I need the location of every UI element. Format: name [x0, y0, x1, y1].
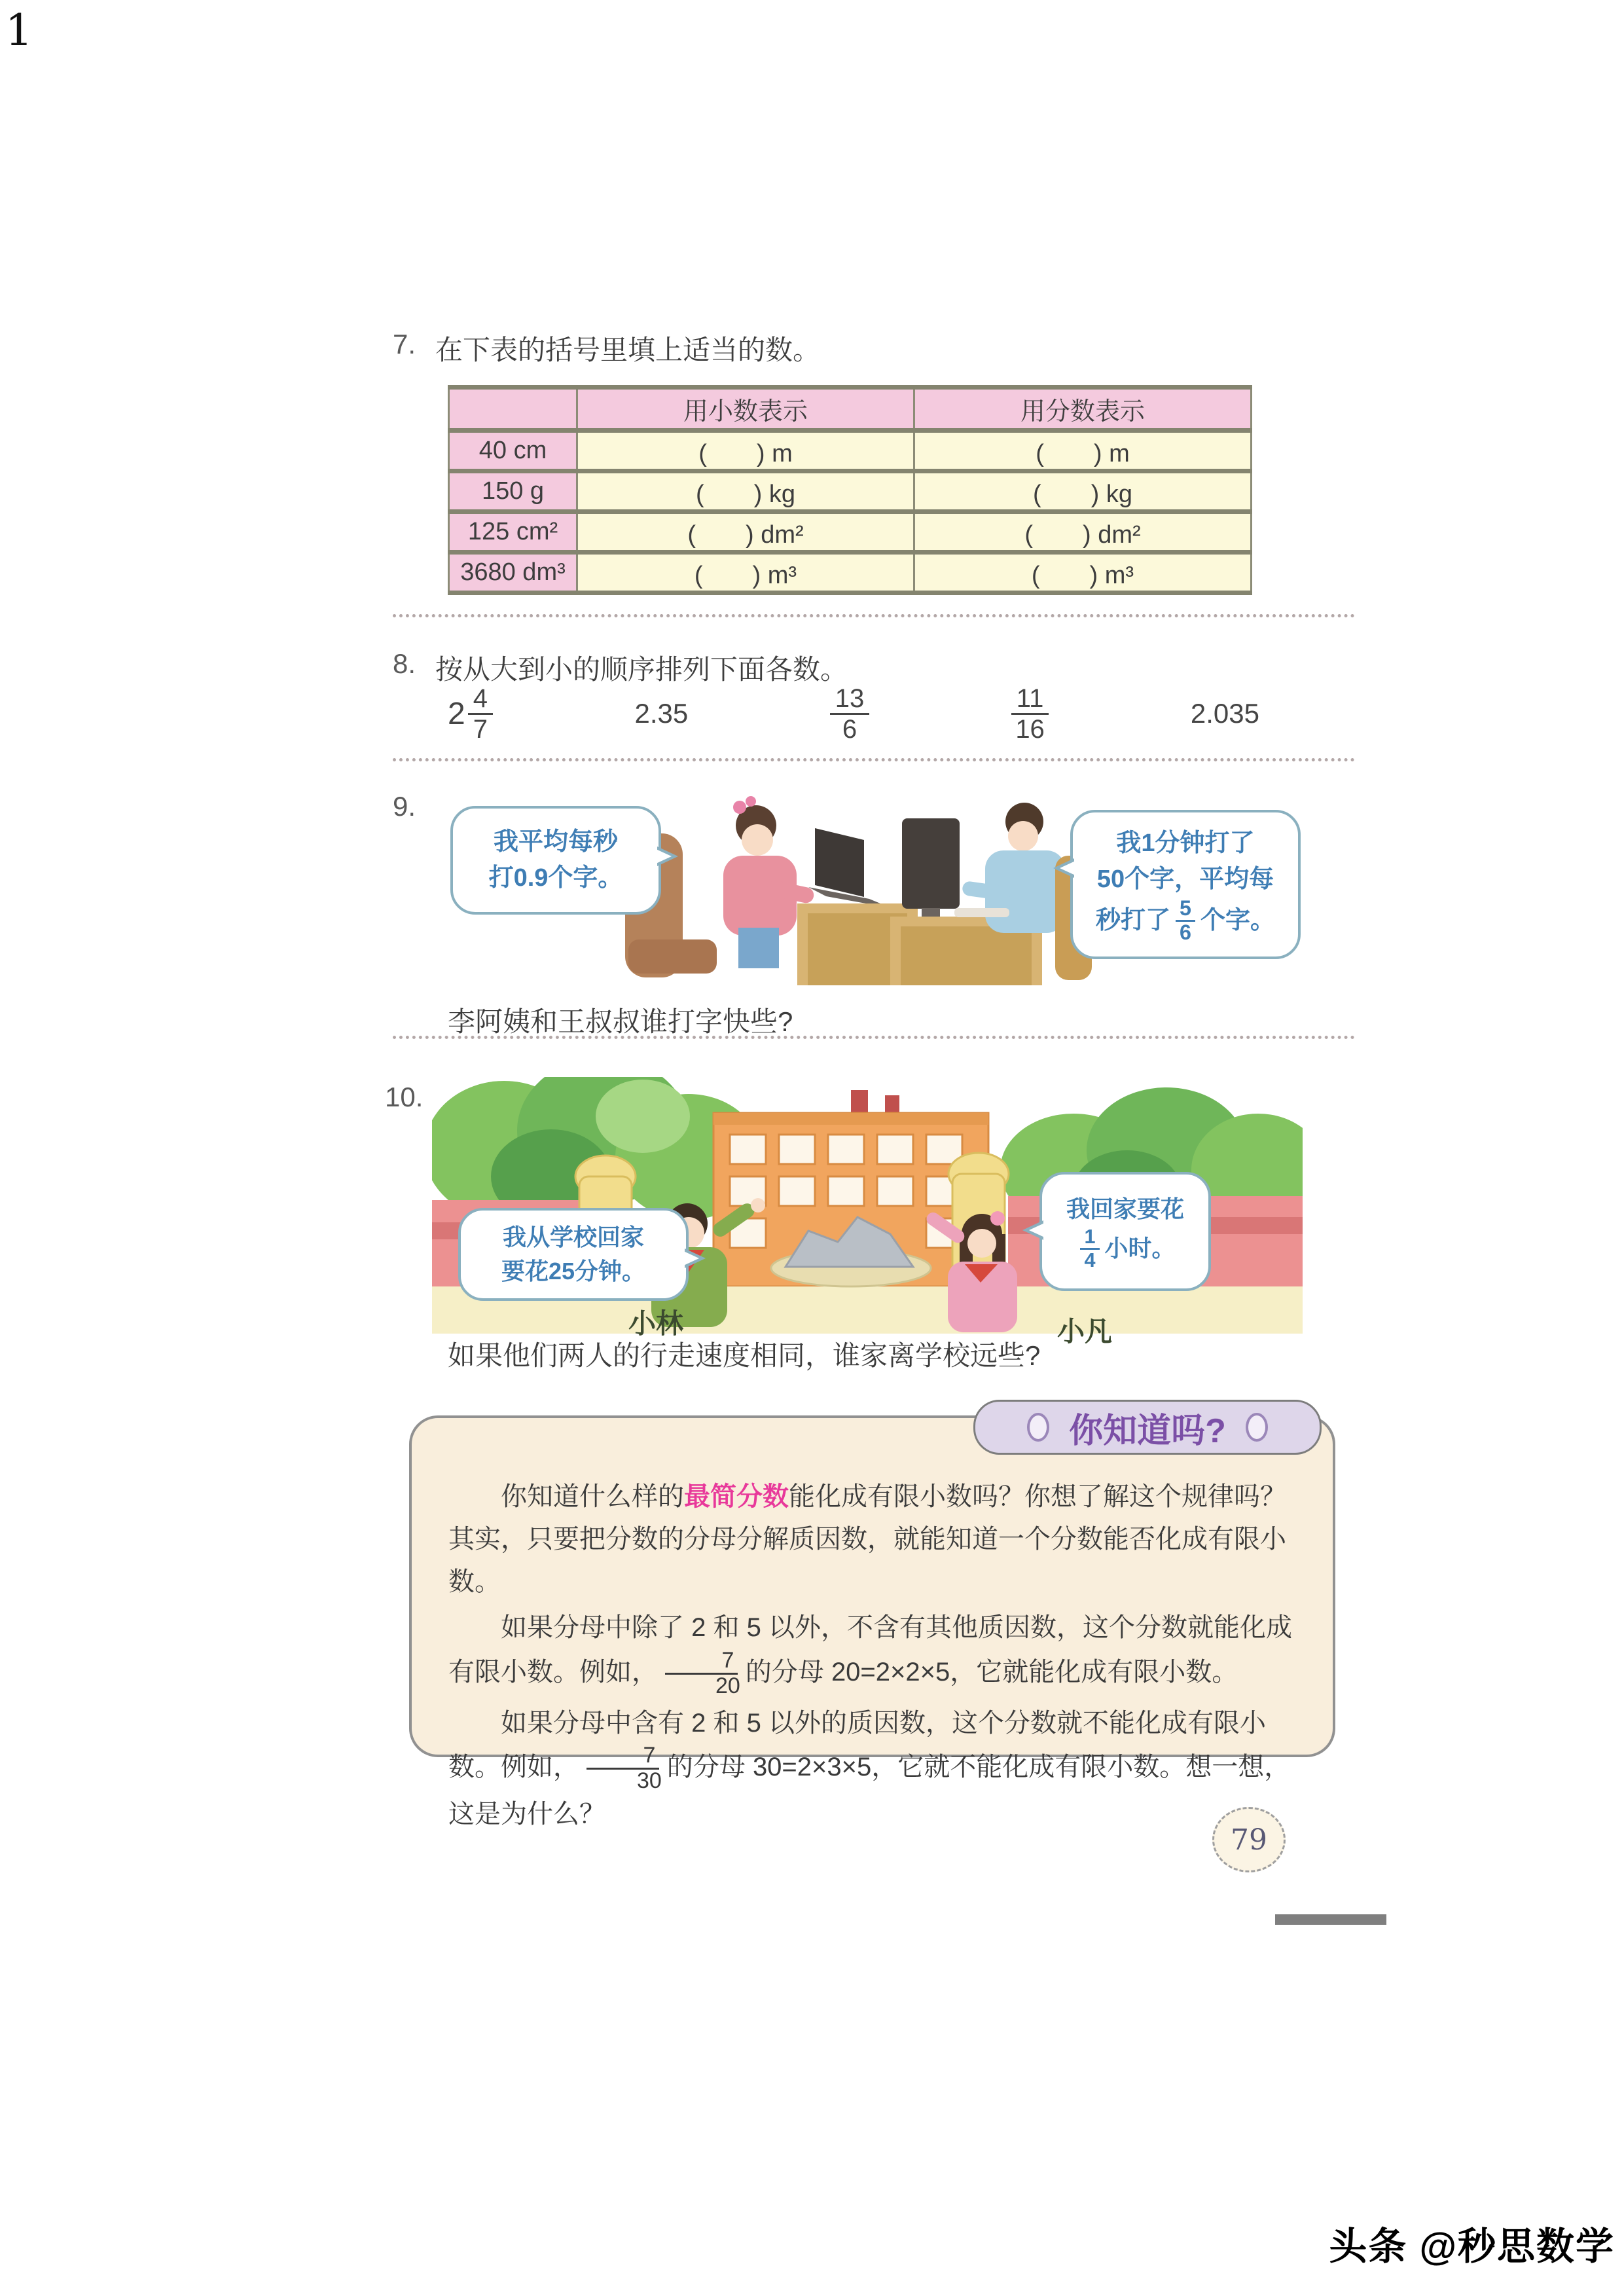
q10-number: 10. [385, 1082, 424, 1112]
fraction: $\frac{4}{7}$ [468, 684, 493, 744]
highlight-term: 最简分数 [684, 1482, 789, 1511]
know-box-title: 你知道吗? [1069, 1412, 1226, 1450]
fraction-cell: ( ) m³ [914, 553, 1252, 593]
table-row [449, 512, 1252, 553]
fraction: $\frac{13}{6}$ [830, 684, 870, 744]
speech-bubble-left: 我从学校回家 要花25分钟。 [458, 1208, 689, 1301]
row-label: 150 g [449, 471, 577, 512]
row-label: 3680 dm³ [449, 553, 577, 593]
q9-question: 李阿姨和王叔叔谁打字快些? [448, 1006, 793, 1037]
fraction: $\frac{7}{20}$ [663, 1649, 740, 1698]
speech-bubble-right: 我1分钟打了 50个字，平均每 秒打了 5 6 个字。 [1070, 810, 1301, 959]
know-box-paragraph: 如果分母中含有 2 和 5 以外的质因数，这个分数就不能化成有限小数。例如， $\frac{7}{30}$ 的分母 30=2×3×5，它就不能化成有限小数。想一想，这是为什么？ [448, 1708, 1291, 1829]
know-box-paragraph: 你知道什么样的最简分数能化成有限小数吗？你想了解这个规律吗？其实，只要把分数的分母分解质因数，就能知道一个分数能否化成有限小数。 [448, 1482, 1286, 1596]
dotted-divider [393, 758, 1355, 761]
fraction-cell: ( ) m [914, 431, 1252, 471]
conversion-table [448, 385, 1252, 595]
speech-bubble-left: 我平均每秒 打0.9个字。 [450, 806, 661, 915]
know-box-tab [973, 1400, 1322, 1455]
know-box [409, 1412, 1335, 1829]
table-header-fraction: 用分数表示 [914, 388, 1252, 431]
fraction: 5 6 [1176, 898, 1195, 944]
table-header-decimal: 用小数表示 [577, 388, 914, 431]
decimal-cell: ( ) m [577, 431, 914, 471]
page-number-badge [1212, 1807, 1286, 1872]
decimal-number: 2.035 [1190, 698, 1259, 729]
mixed-whole: 2 [448, 696, 465, 731]
q8-prompt-text: 按从大到小的顺序排列下面各数。 [435, 654, 848, 685]
q7-number: 7. [393, 329, 416, 359]
decimal-cell: ( ) dm² [577, 512, 914, 553]
decimal-number: 2.35 [634, 698, 689, 729]
table-header-row [449, 388, 1252, 431]
boy-label: 小林 [628, 1308, 684, 1339]
fraction-cell: ( ) kg [914, 471, 1252, 512]
oval-ring-icon [1027, 1413, 1049, 1442]
dotted-divider [393, 1036, 1355, 1039]
mixed-number [448, 684, 493, 744]
decimal-cell: ( ) m³ [577, 553, 914, 593]
row-label: 40 cm [449, 431, 577, 471]
gray-bar [1275, 1914, 1386, 1925]
q10-illustration [432, 1077, 1303, 1347]
speech-bubble-right: 我回家要花 1 4 小时。 [1039, 1172, 1211, 1291]
table-row [449, 431, 1252, 471]
dotted-divider [393, 614, 1355, 617]
fraction: $\frac{7}{30}$ [585, 1744, 662, 1793]
q8-number-list [448, 678, 1259, 750]
fraction: $\frac{11}{16}$ [1011, 684, 1049, 744]
page-number: 79 [1231, 1823, 1267, 1857]
corner-number: 1 [5, 5, 33, 56]
table-row [449, 471, 1252, 512]
oval-ring-icon [1246, 1413, 1268, 1442]
q10-question: 如果他们两人的行走速度相同，谁家离学校远些? [448, 1340, 1041, 1371]
q9-illustration [432, 782, 1348, 991]
girl-label: 小凡 [1057, 1316, 1113, 1347]
question-7-prompt [393, 329, 820, 368]
woman-at-laptop [625, 796, 918, 985]
table-row [449, 553, 1252, 593]
know-box-paragraph: 如果分母中除了 2 和 5 以外，不含有其他质因数，这个分数就能化成有限小数。例如， $\frac{7}{20}$ 的分母 20=2×2×5，它就能化成有限小数。 [448, 1613, 1292, 1698]
know-box-content [412, 1418, 1333, 1853]
table-corner-cell [449, 388, 577, 431]
watermark: 头条 @秒思数学 [1329, 2225, 1615, 2268]
q9-number: 9. [393, 791, 416, 822]
q8-number: 8. [393, 648, 416, 679]
fraction-cell: ( ) dm² [914, 512, 1252, 553]
row-label: 125 cm² [449, 512, 577, 553]
fraction: 1 4 [1080, 1226, 1099, 1270]
man-at-computer [890, 803, 1092, 985]
q7-prompt-text: 在下表的括号里填上适当的数。 [435, 335, 821, 365]
decimal-cell: ( ) kg [577, 471, 914, 512]
